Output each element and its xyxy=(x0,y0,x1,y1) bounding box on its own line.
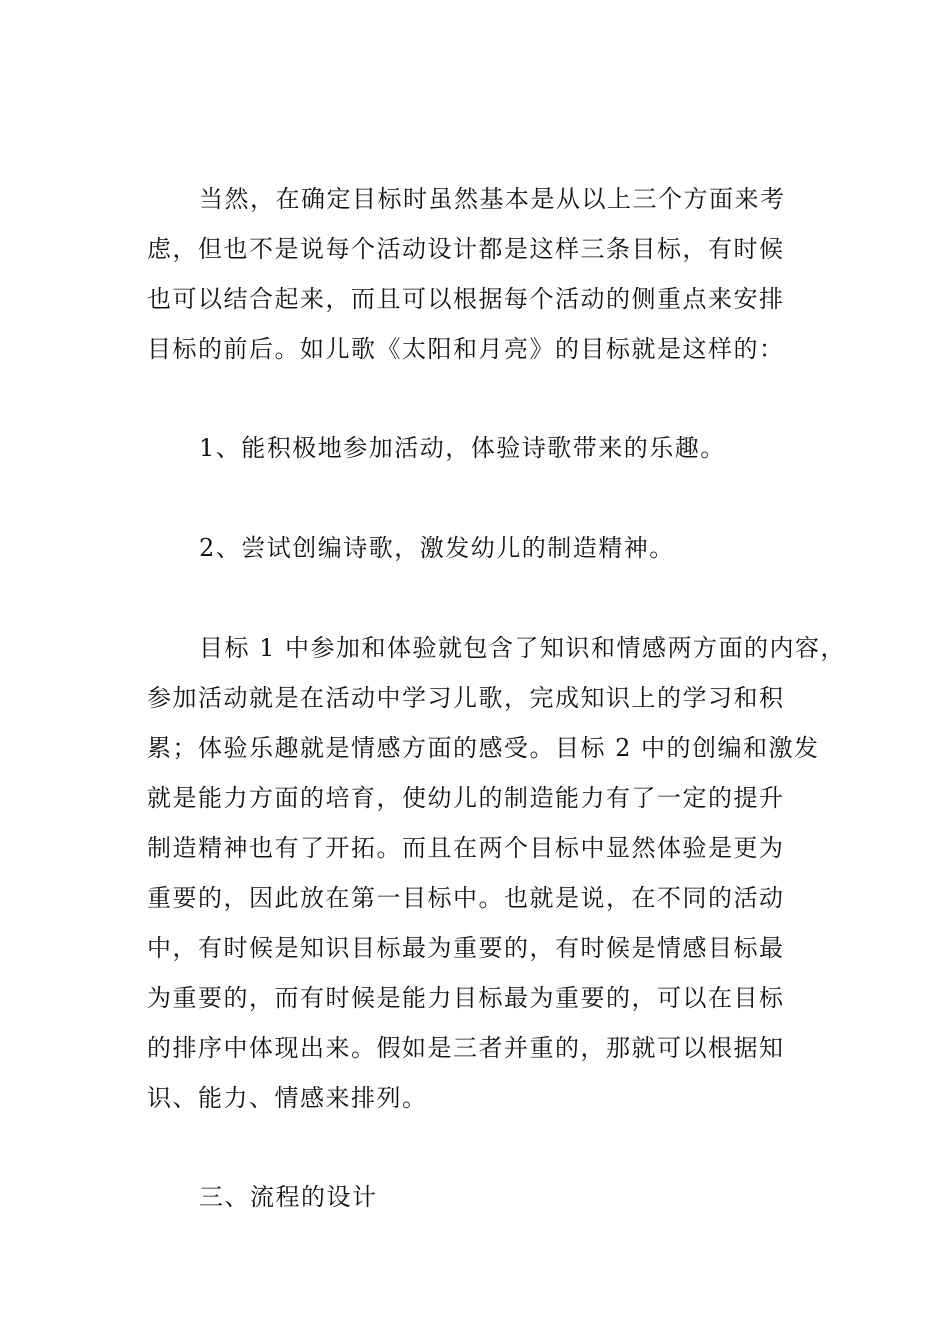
paragraph-line: 为重要的，而有时候是能力目标最为重要的，可以在目标 xyxy=(147,984,785,1012)
paragraph-line: 也可以结合起来，而且可以根据每个活动的侧重点来安排 xyxy=(147,285,785,313)
paragraph-line: 的排序中体现出来。假如是三者并重的，那就可以根据知 xyxy=(147,1034,785,1062)
paragraph-line: 就是能力方面的培育，使幼儿的制造能力有了一定的提升 xyxy=(147,784,785,812)
goal-item-2: 2、尝试创编诗歌，激发幼儿的制造精神。 xyxy=(199,534,675,562)
paragraph-line: 识、能力、情感来排列。 xyxy=(147,1084,428,1112)
paragraph-line: 虑，但也不是说每个活动设计都是这样三条目标，有时候 xyxy=(147,235,785,263)
paragraph-line: 目标 1 中参加和体验就包含了知识和情感两方面的内容， xyxy=(199,634,847,662)
paragraph-line: 当然，在确定目标时虽然基本是从以上三个方面来考 xyxy=(199,185,786,213)
paragraph-line: 制造精神也有了开拓。而且在两个目标中显然体验是更为 xyxy=(147,834,785,862)
paragraph-line: 中，有时候是知识目标最为重要的，有时候是情感目标最 xyxy=(147,934,785,962)
paragraph-line: 目标的前后。如儿歌《太阳和月亮》的目标就是这样的： xyxy=(147,335,785,363)
paragraph-line: 累；体验乐趣就是情感方面的感受。目标 2 中的创编和激发 xyxy=(147,734,820,762)
paragraph-line: 重要的，因此放在第一目标中。也就是说，在不同的活动 xyxy=(147,884,785,912)
section-heading: 三、流程的设计 xyxy=(199,1183,378,1211)
paragraph-line: 参加活动就是在活动中学习儿歌，完成知识上的学习和积 xyxy=(147,684,785,712)
goal-item-1: 1、能积极地参加活动，体验诗歌带来的乐趣。 xyxy=(199,434,726,462)
